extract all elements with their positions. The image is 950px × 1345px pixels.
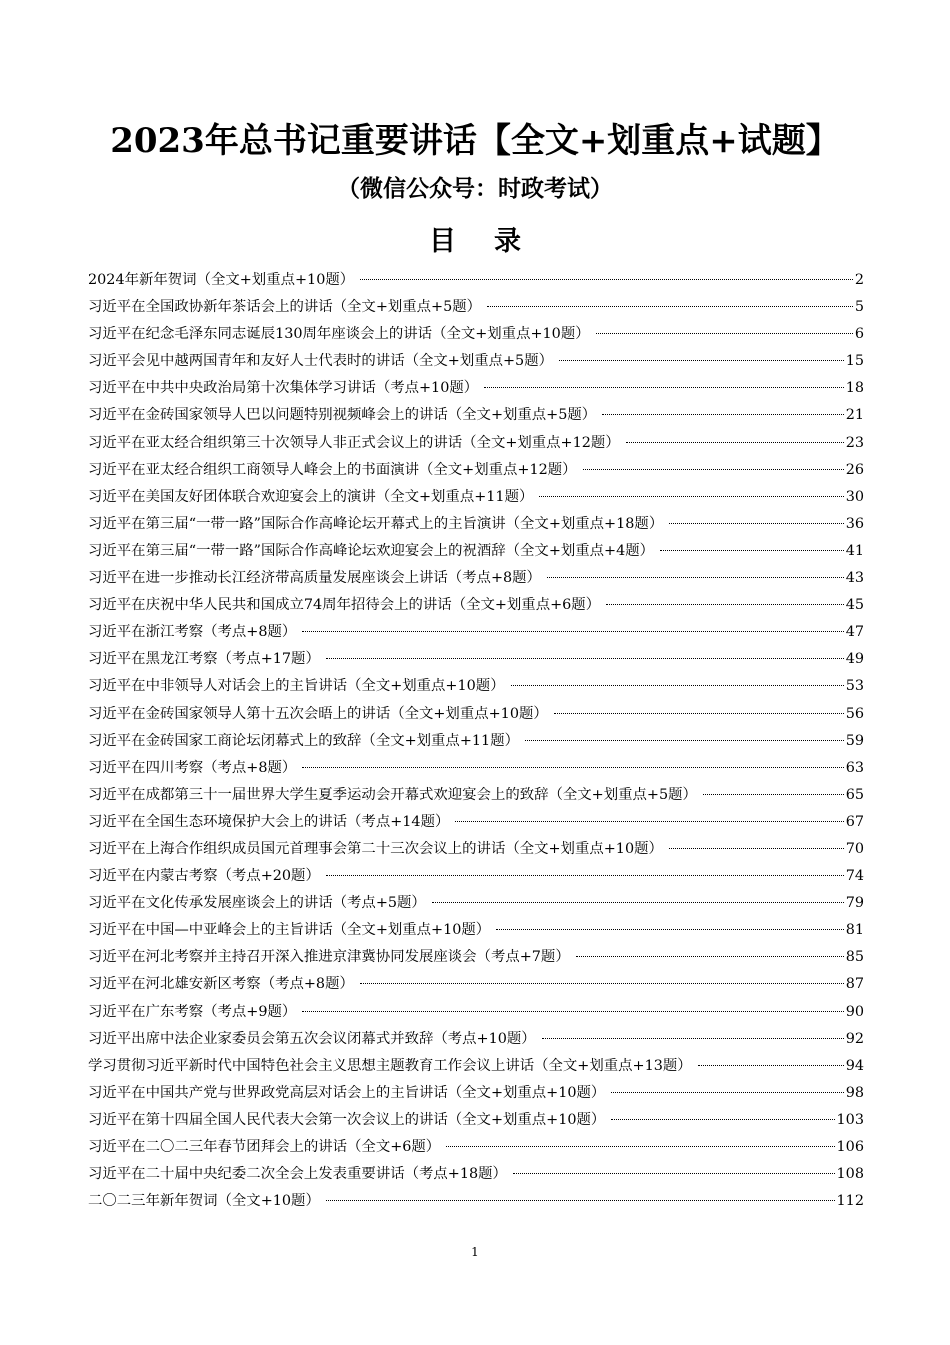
toc-dot-leader	[547, 577, 844, 578]
toc-entry[interactable]	[88, 809, 864, 836]
toc-entry-page: 94	[845, 1057, 864, 1074]
page-subtitle: （微信公众号：时政考试）	[337, 175, 613, 202]
toc-dot-leader	[602, 414, 844, 415]
toc-entry-page: 56	[845, 705, 864, 722]
toc-entry[interactable]	[88, 646, 864, 673]
toc-entry-title: 习近平在四川考察（考点+8题）	[88, 759, 297, 776]
toc-entry-page: 65	[845, 786, 864, 803]
toc-entry-title: 习近平在第十四届全国人民代表大会第一次会议上的讲话（全文+划重点+10题）	[88, 1111, 606, 1128]
toc-dot-leader	[542, 1038, 844, 1039]
toc-dot-leader	[511, 685, 844, 686]
toc-dot-leader	[455, 821, 843, 822]
toc-entry[interactable]	[88, 1134, 864, 1161]
toc-entry-page: 59	[845, 732, 864, 749]
toc-entry-title: 习近平在广东考察（考点+9题）	[88, 1003, 297, 1020]
toc-dot-leader	[576, 956, 844, 957]
toc-entry-title: 习近平在庆祝中华人民共和国成立74周年招待会上的讲话（全文+划重点+6题）	[88, 597, 601, 614]
toc-entry[interactable]	[88, 592, 864, 619]
toc-entry-title: 习近平在亚太经合组织第三十次领导人非正式会议上的讲话（全文+划重点+12题）	[88, 434, 620, 451]
toc-entry[interactable]	[88, 565, 864, 592]
toc-entry-page: 53	[845, 678, 864, 695]
toc-dot-leader	[660, 550, 844, 551]
toc-entry-title: 习近平会见中越两国青年和友好人士代表时的讲话（全文+划重点+5题）	[88, 353, 553, 370]
toc-entry-title: 习近平在上海合作组织成员国元首理事会第二十三次会议上的讲话（全文+划重点+10题）	[88, 840, 663, 857]
toc-entry-title: 习近平在第三届“一带一路”国际合作高峰论坛欢迎宴会上的祝酒辞（全文+划重点+4题）	[88, 542, 655, 559]
toc-dot-leader	[559, 360, 844, 361]
toc-dot-leader	[484, 387, 844, 388]
toc-entry-page: 21	[845, 407, 864, 424]
toc-entry-title: 习近平在第三届“一带一路”国际合作高峰论坛开幕式上的主旨演讲（全文+划重点+18题）	[88, 515, 664, 532]
toc-entry[interactable]	[88, 294, 864, 321]
toc-entry-page: 15	[845, 353, 864, 370]
toc-entry-page: 85	[845, 949, 864, 966]
toc-dot-leader	[326, 1200, 835, 1201]
toc-entry[interactable]	[88, 917, 864, 944]
toc-heading: 目录	[429, 226, 559, 257]
page-title: 2023年总书记重要讲话【全文+划重点+试题】	[110, 121, 840, 161]
toc-entry-title: 习近平在河北考察并主持召开深入推进京津冀协同发展座谈会（考点+7题）	[88, 949, 570, 966]
toc-dot-leader	[626, 442, 844, 443]
toc-entry[interactable]	[88, 402, 864, 429]
toc-dot-leader	[432, 902, 844, 903]
toc-entry-title: 学习贯彻习近平新时代中国特色社会主义思想主题教育工作会议上讲话（全文+划重点+13题）	[88, 1057, 692, 1074]
toc-entry-title: 习近平出席中法企业家委员会第五次会议闭幕式并致辞（考点+10题）	[88, 1030, 536, 1047]
toc-dot-leader	[302, 1011, 843, 1012]
toc-entry[interactable]	[88, 999, 864, 1026]
toc-entry-page: 47	[845, 624, 864, 641]
toc-entry[interactable]	[88, 1026, 864, 1053]
toc-dot-leader	[596, 333, 853, 334]
toc-dot-leader	[611, 1119, 834, 1120]
toc-entry[interactable]	[88, 1080, 864, 1107]
toc-entry[interactable]	[88, 971, 864, 998]
toc-entry-title: 习近平在黑龙江考察（考点+17题）	[88, 651, 320, 668]
toc-entry-page: 103	[836, 1111, 864, 1128]
toc-entry-title: 习近平在金砖国家领导人巴以问题特别视频峰会上的讲话（全文+划重点+5题）	[88, 407, 597, 424]
toc-dot-leader	[326, 658, 844, 659]
toc-entry-title: 习近平在中国共产党与世界政党高层对话会上的主旨讲话（全文+划重点+10题）	[88, 1084, 606, 1101]
toc-entry[interactable]	[88, 484, 864, 511]
toc-entry-title: 习近平在成都第三十一届世界大学生夏季运动会开幕式欢迎宴会上的致辞（全文+划重点+5题）	[88, 786, 697, 803]
toc-entry-title: 二〇二三年新年贺词（全文+10题）	[88, 1193, 320, 1210]
toc-entry-title: 习近平在内蒙古考察（考点+20题）	[88, 868, 320, 885]
toc-entry[interactable]	[88, 511, 864, 538]
toc-dot-leader	[496, 929, 843, 930]
toc-entry-title: 习近平在全国政协新年茶话会上的讲话（全文+划重点+5题）	[88, 299, 482, 316]
toc-entry-title: 习近平在中国—中亚峰会上的主旨讲话（全文+划重点+10题）	[88, 922, 491, 939]
toc-entry-title: 习近平在二〇二三年春节团拜会上的讲话（全文+6题）	[88, 1139, 441, 1155]
toc-entry-title: 习近平在进一步推动长江经济带高质量发展座谈会上讲话（考点+8题）	[88, 570, 541, 587]
toc-entry[interactable]	[88, 267, 864, 294]
toc-entry-page: 92	[845, 1030, 864, 1047]
table-of-contents	[88, 267, 864, 1215]
toc-dot-leader	[554, 713, 844, 714]
toc-entry[interactable]	[88, 836, 864, 863]
toc-dot-leader	[360, 279, 853, 280]
toc-entry-page: 63	[845, 759, 864, 776]
toc-entry[interactable]	[88, 863, 864, 890]
toc-entry[interactable]	[88, 701, 864, 728]
toc-entry-title: 习近平在全国生态环境保护大会上的讲话（考点+14题）	[88, 813, 450, 830]
toc-entry-page: 23	[845, 434, 864, 451]
toc-entry[interactable]	[88, 619, 864, 646]
toc-entry[interactable]	[88, 457, 864, 484]
toc-dot-leader	[446, 1146, 834, 1147]
toc-entry[interactable]	[88, 538, 864, 565]
toc-entry-title: 习近平在美国友好团体联合欢迎宴会上的演讲（全文+划重点+11题）	[88, 488, 534, 505]
toc-entry-title: 习近平在河北雄安新区考察（考点+8题）	[88, 976, 354, 993]
toc-entry-page: 112	[836, 1193, 864, 1210]
toc-entry-title: 习近平在金砖国家领导人第十五次会晤上的讲话（全文+划重点+10题）	[88, 705, 548, 722]
toc-entry-page: 106	[836, 1139, 864, 1155]
toc-entry-page: 6	[854, 326, 864, 343]
toc-dot-leader	[606, 604, 844, 605]
toc-entry[interactable]	[88, 944, 864, 971]
toc-entry-title: 习近平在亚太经合组织工商领导人峰会上的书面演讲（全文+划重点+12题）	[88, 461, 577, 478]
toc-entry-page: 108	[836, 1166, 864, 1183]
toc-dot-leader	[302, 767, 843, 768]
toc-entry-page: 41	[845, 542, 864, 559]
toc-dot-leader	[360, 983, 844, 984]
toc-entry-page: 74	[845, 868, 864, 885]
toc-entry-page: 90	[845, 1003, 864, 1020]
toc-entry-title: 习近平在纪念毛泽东同志诞辰130周年座谈会上的讲话（全文+划重点+10题）	[88, 326, 590, 343]
toc-entry-page: 30	[845, 488, 864, 505]
toc-entry-page: 70	[845, 840, 864, 857]
toc-dot-leader	[669, 848, 844, 849]
toc-entry-page: 5	[854, 299, 864, 316]
toc-entry-title: 习近平在文化传承发展座谈会上的讲话（考点+5题）	[88, 895, 426, 912]
toc-dot-leader	[487, 306, 853, 307]
toc-entry[interactable]	[88, 890, 864, 917]
toc-entry-page: 2	[854, 272, 864, 288]
toc-dot-leader	[326, 875, 844, 876]
toc-entry-page: 79	[845, 895, 864, 912]
toc-entry-page: 18	[845, 380, 864, 397]
toc-entry-page: 98	[845, 1084, 864, 1101]
toc-entry[interactable]	[88, 1053, 864, 1080]
toc-entry-page: 36	[845, 515, 864, 532]
toc-entry-title: 习近平在中非领导人对话会上的主旨讲话（全文+划重点+10题）	[88, 678, 505, 695]
toc-entry[interactable]	[88, 755, 864, 782]
toc-entry[interactable]	[88, 348, 864, 375]
toc-entry-page: 26	[845, 461, 864, 478]
toc-dot-leader	[513, 1173, 835, 1174]
toc-dot-leader	[583, 469, 844, 470]
toc-dot-leader	[539, 496, 843, 497]
toc-dot-leader	[611, 1092, 843, 1093]
toc-entry[interactable]	[88, 375, 864, 402]
toc-entry-page: 81	[845, 922, 864, 939]
toc-entry-page: 67	[845, 813, 864, 830]
page-number: 1	[471, 1245, 479, 1259]
toc-entry-page: 45	[845, 597, 864, 614]
toc-dot-leader	[302, 631, 843, 632]
toc-entry[interactable]	[88, 1107, 864, 1134]
toc-entry[interactable]	[88, 321, 864, 348]
toc-entry-title: 习近平在浙江考察（考点+8题）	[88, 624, 297, 641]
toc-entry[interactable]	[88, 728, 864, 755]
toc-entry[interactable]	[88, 782, 864, 809]
toc-entry[interactable]	[88, 430, 864, 457]
toc-dot-leader	[698, 1065, 844, 1066]
toc-entry-title: 习近平在二十届中央纪委二次全会上发表重要讲话（考点+18题）	[88, 1166, 507, 1183]
toc-entry[interactable]	[88, 673, 864, 700]
toc-entry-page: 49	[845, 651, 864, 668]
toc-entry-title: 习近平在金砖国家工商论坛闭幕式上的致辞（全文+划重点+11题）	[88, 732, 519, 749]
toc-entry-page: 43	[845, 570, 864, 587]
toc-entry[interactable]	[88, 1188, 864, 1215]
toc-entry[interactable]	[88, 1161, 864, 1188]
toc-dot-leader	[669, 523, 843, 524]
toc-entry-page: 87	[845, 976, 864, 993]
toc-dot-leader	[525, 740, 844, 741]
toc-entry-title: 习近平在中共中央政治局第十次集体学习讲话（考点+10题）	[88, 380, 479, 397]
toc-entry-title: 2024年新年贺词（全文+划重点+10题）	[88, 272, 355, 288]
toc-dot-leader	[703, 794, 844, 795]
